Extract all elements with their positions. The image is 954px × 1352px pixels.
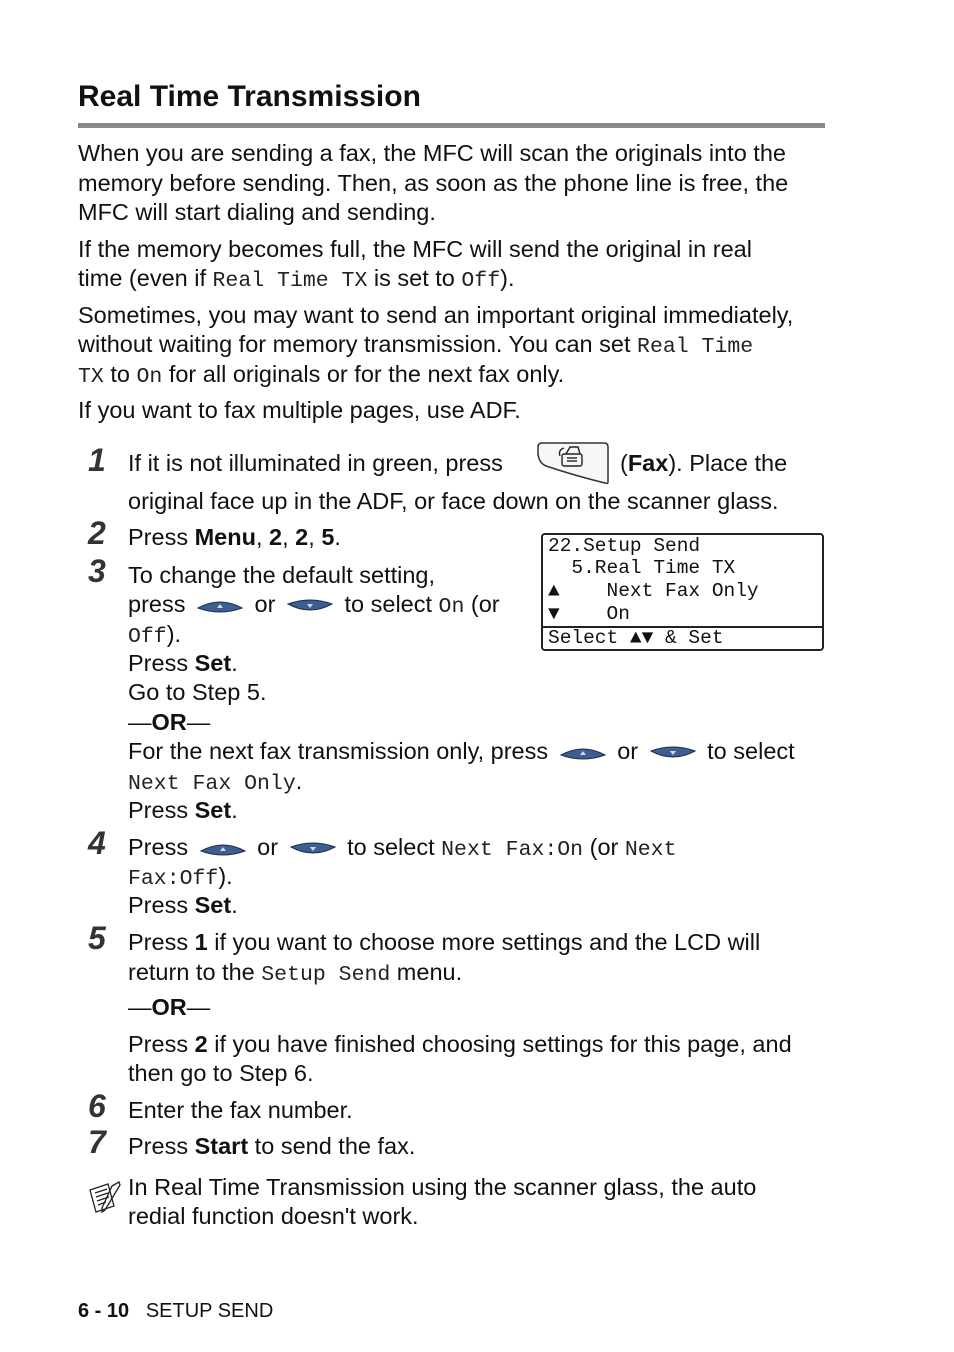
code-off: Off [461, 269, 501, 293]
code-real-time-tx: Real Time TX [212, 269, 368, 293]
intro-p1-line1: When you are sending a fax, the MFC will scan the originals into the [78, 140, 786, 166]
step5-line4: then go to Step 6. [128, 1060, 314, 1086]
step4-line2: Fax:Off). [128, 863, 233, 891]
step4-press-set: Press Set. [128, 892, 238, 918]
step-number-3: 3 [88, 553, 106, 589]
step3-next-fax-only: Next Fax Only. [128, 768, 303, 796]
nav-up-key-icon [199, 841, 247, 857]
step1-line1a: If it is not illuminated in green, press [128, 450, 503, 476]
lcd-row-4: ▼ On [548, 603, 630, 625]
section-name: SETUP SEND [145, 1300, 274, 1322]
step-number-7: 7 [88, 1124, 106, 1160]
nav-down-key-icon [649, 745, 697, 761]
step6-line: Enter the fax number. [128, 1097, 353, 1123]
step5-line1: Press 1 if you want to choose more settings and the LCD will [128, 929, 761, 955]
note-line1: In Real Time Transmission using the scanner glass, the auto [128, 1174, 757, 1200]
intro-p3-line2: without waiting for memory transmission. You can set Real Time [78, 331, 754, 359]
lcd-row-5: Select ▲▼ & Set [548, 627, 724, 649]
step3-line1: To change the default setting, [128, 562, 436, 588]
nav-down-key-icon [286, 598, 334, 614]
fax-key-label: Fax [627, 450, 669, 476]
lcd-row-2: 5.Real Time TX [548, 557, 736, 579]
section-heading: Real Time Transmission [78, 80, 421, 113]
step3-line3: Off). [128, 621, 182, 649]
intro-p1-line2: memory before sending. Then, as soon as the phone line is free, the [78, 170, 789, 196]
lcd-row-1: 22.Setup Send [548, 535, 701, 557]
page-number: 6 - 10 [78, 1300, 130, 1322]
menu-key-label: Menu [194, 524, 256, 550]
or-separator-1: —OR— [128, 709, 211, 735]
step1-line2: original face up in the ADF, or face down on the scanner glass. [128, 488, 779, 514]
heading-rule [78, 123, 825, 128]
step5-line2: return to the Setup Send menu. [128, 959, 463, 987]
step2-line: Press Menu, 2, 2, 5. [128, 524, 341, 550]
nav-up-key-icon [196, 598, 244, 614]
note-line2: redial function doesn't work. [128, 1203, 419, 1229]
step-number-1: 1 [88, 442, 106, 478]
intro-p3-line3: TX to On for all originals or for the next fax only. [78, 361, 565, 389]
step-number-2: 2 [88, 515, 106, 551]
lcd-row-3: ▲ Next Fax Only [548, 580, 759, 602]
step3-goto: Go to Step 5. [128, 679, 267, 705]
step3-press-set-2: Press Set. [128, 797, 238, 823]
step7-line: Press Start to send the fax. [128, 1133, 416, 1159]
fax-key-icon [536, 440, 610, 486]
or-separator-2: —OR— [128, 994, 211, 1020]
start-key-label: Start [194, 1133, 249, 1159]
code-tx: TX [78, 365, 104, 389]
step3-press-set: Press Set. [128, 650, 238, 676]
lcd-display [541, 533, 824, 651]
nav-up-key-icon [559, 745, 607, 761]
code-on: On [136, 365, 163, 389]
intro-p2-line1: If the memory becomes full, the MFC will send the original in real [78, 236, 752, 262]
intro-p4: If you want to fax multiple pages, use ADF. [78, 397, 521, 423]
step-number-4: 4 [88, 825, 106, 861]
step1-line1b: (Fax). Place the [620, 450, 788, 476]
intro-p2-line2: time (even if Real Time TX is set to Off). [78, 265, 515, 293]
code-real-time: Real Time [637, 335, 754, 359]
note-pencil-icon [86, 1180, 122, 1220]
page-footer [78, 1300, 273, 1323]
step-number-6: 6 [88, 1088, 106, 1124]
intro-p1-line3: MFC will start dialing and sending. [78, 199, 436, 225]
nav-down-key-icon [289, 841, 337, 857]
intro-p3-line1: Sometimes, you may want to send an important original immediately, [78, 302, 794, 328]
step3-line2: press or to select On (or [128, 591, 500, 619]
set-key-label: Set [194, 650, 232, 676]
step3-next-line: For the next fax transmission only, press or to select [128, 738, 795, 764]
step-number-5: 5 [88, 920, 106, 956]
step5-line3: Press 2 if you have finished choosing settings for this page, and [128, 1031, 792, 1057]
step4-line1: Press or to select Next Fax:On (or Next [128, 834, 677, 862]
